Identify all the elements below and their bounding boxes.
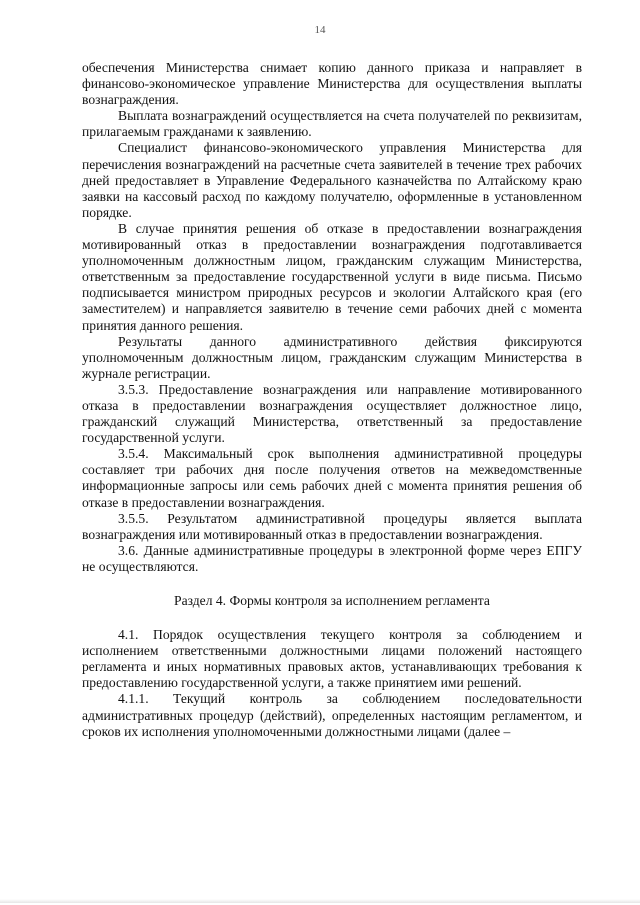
paragraph-treasury-requests: Специалист финансово-экономического управления Министерства для перечисления вознаграждений на расчетные счета заявителей в течение трех рабочих дней предоставляет в Управление Федерального казначейства по Алтайскому краю заявки на кассовый расход по каждому получателю, оформленные в установленном порядке.: [82, 140, 582, 220]
page-bottom-edge: [0, 899, 640, 903]
paragraph-3-5-4: 3.5.4. Максимальный срок выполнения административной процедуры составляет три рабочих дня после получения ответов на межведомственные информационные запросы или семь рабочих дней с момента принятия решения об отказе в предоставлении вознаграждения.: [82, 446, 582, 510]
paragraph-registration-journal: Результаты данного административного действия фиксируются уполномоченным должностным лицом, гражданским служащим Министерства в журнале регистрации.: [82, 333, 582, 381]
paragraph-continuation: обеспечения Министерства снимает копию данного приказа и направляет в финансово-экономическое управление Министерства для осуществления выплаты вознаграждения.: [82, 60, 582, 108]
paragraph-4-1-1: 4.1.1. Текущий контроль за соблюдением последовательности административных процедур (действий), определенных настоящим регламентом, и сроков их исполнения уполномоченными должностными лицами (далее –: [82, 691, 582, 739]
document-body: [82, 60, 582, 740]
paragraph-refusal-letter: В случае принятия решения об отказе в предоставлении вознаграждения мотивированный отказ в предоставлении вознаграждения подготавливается уполномоченным должностным лицом, гражданским служащим Министерства, ответственным за предоставление государственной услуги в виде письма. Письмо подписывается министром природных ресурсов и экологии Алтайского края (его заместителем) и направляется заявителю в течение семи рабочих дней с момента принятия данного решения.: [82, 220, 582, 333]
paragraph-payment-accounts: Выплата вознаграждений осуществляется на счета получателей по реквизитам, прилагаемым гражданами к заявлению.: [82, 108, 582, 140]
paragraph-4-1: 4.1. Порядок осуществления текущего контроля за соблюдением и исполнением ответственными должностными лицами положений настоящего регламента и иных нормативных правовых актов, устанавливающих требования к предоставлению государственной услуги, а также принятием ими решений.: [82, 627, 582, 691]
paragraph-3-5-5: 3.5.5. Результатом административной процедуры является выплата вознаграждения или мотивированный отказ в предоставлении вознаграждения.: [82, 510, 582, 542]
paragraph-3-5-3: 3.5.3. Предоставление вознаграждения или направление мотивированного отказа в предоставлении вознаграждения осуществляет должностное лицо, гражданский служащий Министерства, ответственный за предоставление государственной услуги.: [82, 381, 582, 446]
page-number: 14: [314, 24, 326, 36]
section-heading: Раздел 4. Формы контроля за исполнением регламента: [174, 593, 490, 608]
paragraph-3-6: 3.6. Данные административные процедуры в электронной форме через ЕПГУ не осуществляются.: [82, 542, 582, 574]
